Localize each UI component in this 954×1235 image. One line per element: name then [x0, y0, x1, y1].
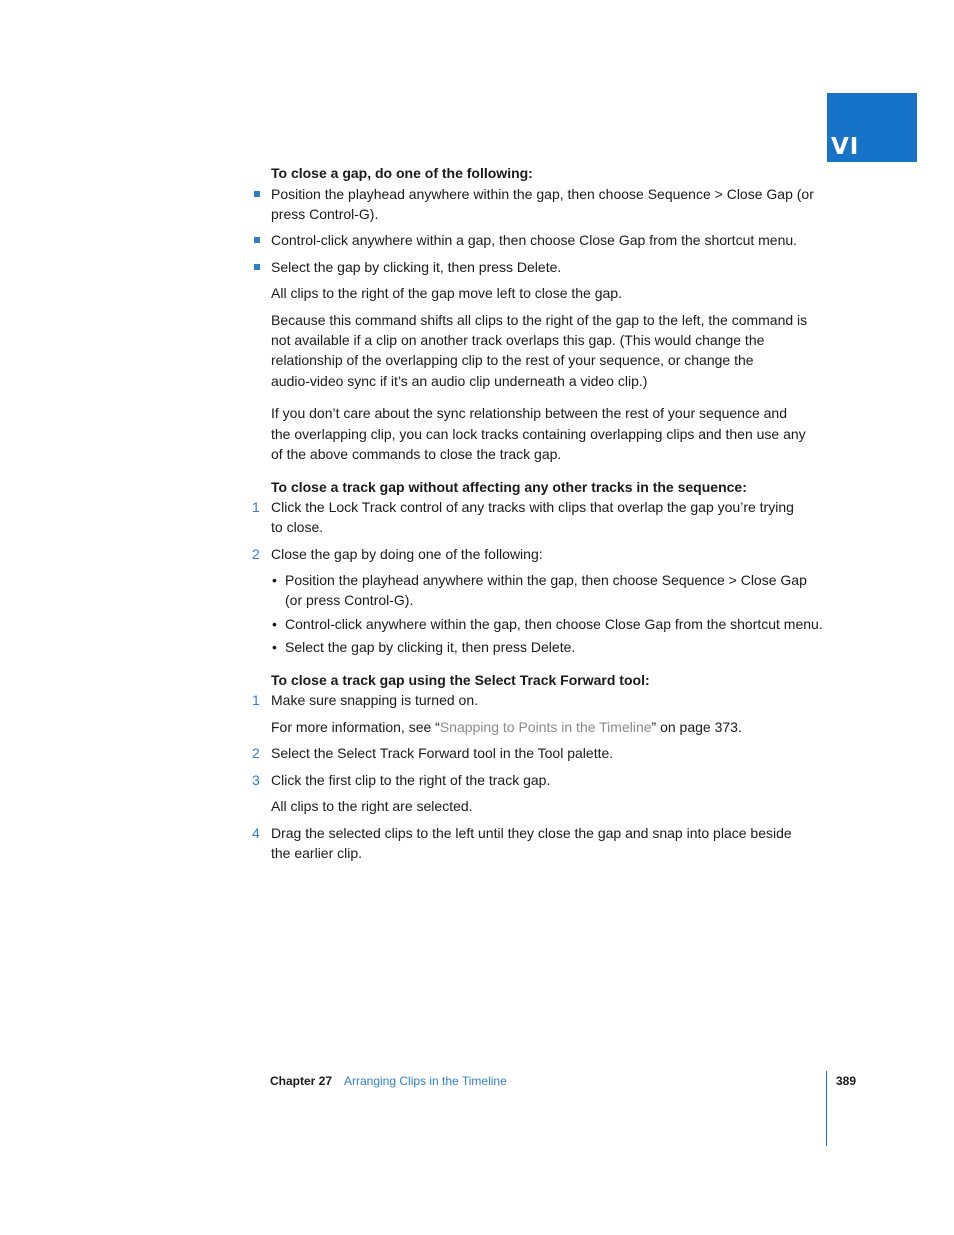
paragraph-line: audio-video sync if it’s an audio clip underneath a video clip.) [271, 373, 648, 389]
paragraph-line: the overlapping clip, you can lock tracks containing overlapping clips and then use any [271, 426, 806, 442]
result-text: All clips to the right of the gap move left to close the gap. [271, 285, 622, 301]
sub-bullet-dot: • [272, 616, 277, 632]
sub-bullet-text: Select the gap by clicking it, then press Delete. [285, 639, 576, 655]
sub-bullet-text: (or press Control-G). [285, 592, 414, 608]
footer-chapter: Chapter 27 [270, 1074, 333, 1088]
step-text: the earlier clip. [271, 845, 363, 861]
paragraph-line: not available if a clip on another track overlaps this gap. (This would change the [271, 332, 765, 348]
bullet-square [254, 191, 260, 197]
bullet-square [254, 237, 260, 243]
sub-bullet-dot: • [272, 639, 277, 655]
step-text: Select the Select Track Forward tool in the Tool palette. [271, 745, 614, 761]
info-text [271, 717, 742, 737]
section-heading: To close a gap, do one of the following: [271, 165, 533, 181]
paragraph-line: If you don’t care about the sync relationship between the rest of your sequence and [271, 405, 787, 421]
step-text: Click the Lock Track control of any tracks with clips that overlap the gap you’re trying [271, 499, 794, 515]
page-number: 389 [836, 1074, 857, 1088]
section-heading: To close a track gap using the Select Track Forward tool: [271, 672, 650, 688]
step-text: Drag the selected clips to the left until they close the gap and snap into place beside [271, 825, 792, 841]
sub-bullet-dot: • [272, 572, 277, 588]
footer-chapter-title: Arranging Clips in the Timeline [344, 1074, 507, 1088]
bullet-square [254, 264, 260, 270]
step-number: 2 [252, 546, 260, 562]
bullet-text: press Control-G). [271, 206, 379, 222]
step-text: Click the first clip to the right of the track gap. [271, 772, 551, 788]
part-tab-label: VI [831, 134, 860, 160]
info-post: ” on page 373. [651, 719, 742, 735]
section-heading: To close a track gap without affecting any other tracks in the sequence: [271, 479, 747, 495]
bullet-text: Position the playhead anywhere within the gap, then choose Sequence > Close Gap (or [271, 186, 814, 202]
paragraph-line: of the above commands to close the track gap. [271, 446, 562, 462]
info-pre: For more information, see “ [271, 719, 440, 735]
paragraph-line: Because this command shifts all clips to the right of the gap to the left, the command is [271, 312, 808, 328]
part-tab [827, 93, 917, 162]
step-number: 4 [252, 825, 260, 841]
sub-bullet-text: Control-click anywhere within the gap, then choose Close Gap from the shortcut menu. [285, 616, 823, 632]
paragraph-line: relationship of the overlapping clip to the rest of your sequence, or change the [271, 352, 754, 368]
result-text: All clips to the right are selected. [271, 798, 473, 814]
cross-reference-link[interactable]: Snapping to Points in the Timeline [439, 719, 652, 735]
sub-bullet-text: Position the playhead anywhere within the gap, then choose Sequence > Close Gap [285, 572, 807, 588]
footer-divider [826, 1071, 827, 1146]
step-text: Close the gap by doing one of the following: [271, 546, 543, 562]
step-number: 1 [252, 692, 260, 708]
step-text: to close. [271, 519, 324, 535]
step-number: 3 [252, 772, 260, 788]
step-text: Make sure snapping is turned on. [271, 692, 479, 708]
bullet-text: Control-click anywhere within a gap, then choose Close Gap from the shortcut menu. [271, 232, 798, 248]
step-number: 2 [252, 745, 260, 761]
step-number: 1 [252, 499, 260, 515]
bullet-text: Select the gap by clicking it, then press Delete. [271, 259, 562, 275]
